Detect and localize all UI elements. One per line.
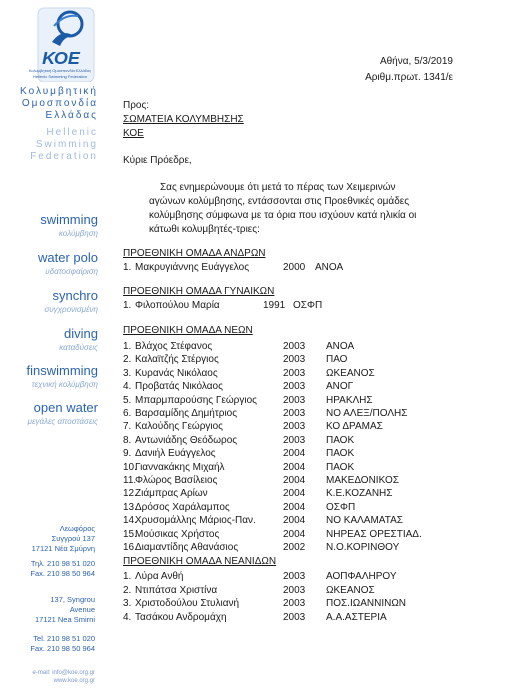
table-row [123, 612, 443, 625]
address-gr-1: Λεωφόρος [59, 524, 95, 533]
birth-year: 2000 [283, 262, 306, 273]
birth-year: 2003 [283, 408, 306, 419]
table-row [123, 300, 423, 313]
club-name: ΑΝΟΓ [326, 381, 354, 393]
row-number: 6. [123, 408, 132, 419]
table-row [123, 448, 443, 461]
protocol-number: Αριθμ.πρωτ. 1341/ε [365, 72, 453, 83]
table-row [123, 262, 423, 275]
table-row [123, 542, 443, 555]
club-name: ΟΣΦΠ [293, 300, 323, 311]
athlete-name: Ντιπάτσα Χριστίνα [135, 584, 218, 596]
body-line-4: κάτωθι κολυμβητές-τριες: [149, 224, 260, 235]
table-row [123, 395, 443, 408]
table-row [123, 571, 443, 584]
birth-year: 2003 [283, 598, 306, 609]
logo-subtitle-en: Hellenic Swimming Federation [32, 74, 88, 79]
club-name: ΠΑΟΚ [326, 461, 355, 473]
row-number: 4. [123, 611, 132, 623]
row-number: 2. [123, 354, 132, 366]
club-name: ΩΚΕΑΝΟΣ [326, 367, 375, 379]
club-name: ΠΑΟ [326, 354, 348, 366]
club-name: ΠΟΣ.ΙΩΑΝΝΙΝΩΝ [326, 598, 407, 609]
birth-year: 2003 [283, 434, 306, 446]
row-number: 13. [123, 501, 137, 513]
discipline-open-water: open water [33, 400, 98, 415]
table-row [123, 462, 443, 475]
row-number: 15. [123, 528, 137, 540]
birth-year: 1991 [263, 300, 286, 311]
club-name: ΑΝΟΑ [326, 341, 355, 352]
discipline-water-polo: water polo [38, 250, 98, 265]
club-name: ΩΚΕΑΝΟΣ [326, 584, 375, 596]
birth-year: 2003 [283, 584, 306, 596]
athlete-name: Προβατάς Νικόλαος [135, 381, 223, 393]
federation-en-2: Swimming [35, 139, 98, 150]
birth-year: 2004 [283, 501, 306, 513]
row-number: 14. [123, 515, 137, 527]
table-row [123, 368, 443, 381]
birth-year: 2003 [283, 381, 306, 393]
phone-gr-1: Τηλ. 210 98 51 020 [30, 559, 95, 568]
federation-gr-2: Ομοσπονδία [21, 98, 98, 109]
athlete-name: Βλάχος Στέφανος [135, 341, 213, 352]
discipline-synchro-gr: συγχρονισμένη [44, 305, 98, 314]
federation-gr-1: Κολυμβητική [20, 86, 98, 97]
contact-email[interactable]: e-mail: info@koe.org.gr [32, 670, 95, 676]
contact-website[interactable]: www.koe.org.gr [53, 678, 95, 684]
recipient-line-2: ΚΟΕ [123, 128, 144, 139]
club-name: Κ.Ε.ΚΟΖΑΝΗΣ [326, 488, 393, 500]
discipline-synchro: synchro [52, 288, 98, 303]
birth-year: 2003 [283, 367, 306, 379]
table-row [123, 585, 443, 598]
row-number: 9. [123, 448, 132, 460]
row-number: 5. [123, 394, 132, 406]
birth-year: 2003 [283, 341, 306, 352]
birth-year: 2003 [283, 354, 306, 366]
club-name: ΑΝΟΑ [315, 262, 344, 273]
discipline-swimming: swimming [40, 212, 98, 227]
table-row [123, 502, 443, 515]
discipline-diving-gr: καταδύσεις [59, 343, 98, 352]
table-row [123, 408, 443, 421]
discipline-finswimming: finswimming [26, 363, 98, 378]
row-number: 10. [123, 461, 137, 473]
table-row [123, 488, 443, 501]
discipline-open-water-gr: μεγάλες αποστάσεις [27, 417, 98, 426]
table-row [123, 354, 443, 367]
recipient-label: Προς: [123, 100, 150, 111]
section-title-women: ΠΡΟΕΘΝΙΚΗ ΟΜΑΔΑ ΓΥΝΑΙΚΩΝ [123, 286, 275, 297]
athlete-name: Τασάκου Ανδρομάχη [135, 611, 227, 623]
section-title-youth-boys: ΠΡΟΕΘΝΙΚΗ ΟΜΑΔΑ ΝΕΩΝ [123, 325, 253, 336]
row-number: 1. [123, 262, 132, 273]
athlete-name: Χριστοδούλου Στυλιανή [135, 598, 240, 609]
club-name: ΝΟ ΚΑΛΑΜΑΤΑΣ [326, 515, 403, 527]
birth-year: 2002 [283, 542, 306, 553]
athlete-name: Λύρα Ανθή [135, 571, 184, 582]
athlete-name: Μακρυγιάννης Ευάγγελος [135, 262, 250, 273]
athlete-name: Διαμαντίδης Αθανάσιος [135, 542, 239, 553]
address-en-1: 137, Syngrou [50, 595, 95, 604]
club-name: ΑΟΠΦΑΛΗΡΟΥ [326, 571, 397, 582]
federation-gr-3: Ελλάδας [45, 110, 98, 121]
row-number: 3. [123, 367, 132, 379]
place-date: Αθήνα, 5/3/2019 [379, 56, 453, 67]
athlete-name: Βαρσαμίδης Δημήτριος [135, 408, 238, 419]
athlete-name: Δανιήλ Ευάγγελος [135, 448, 216, 460]
table-row [123, 421, 443, 434]
address-en-3: 17121 Nea Smirni [34, 615, 95, 624]
birth-year: 2003 [283, 394, 306, 406]
club-name: Ν.Ο.ΚΟΡΙΝΘΟΥ [326, 542, 400, 553]
row-number: 1. [123, 571, 132, 582]
birth-year: 2004 [283, 488, 306, 500]
athlete-name: Δρόσος Χαράλαμπος [135, 501, 230, 513]
phone-en-2: Fax. 210 98 50 964 [30, 644, 95, 653]
row-number: 12. [123, 488, 137, 500]
address-gr-2: Συγγρού 137 [51, 534, 95, 543]
address-gr-3: 17121 Νέα Σμύρνη [31, 544, 95, 553]
row-number: 4. [123, 381, 132, 393]
body-line-3: κολύμβησης σύμφωνα με τα όρια που ισχύουν κατά ηλικία οι [149, 210, 417, 221]
body-line-2: αγώνων κολύμβησης, εντάσσονται στις Προεθνικές ομάδες [149, 196, 410, 207]
greeting: Κύριε Πρόεδρε, [123, 155, 192, 166]
row-number: 1. [123, 341, 132, 352]
athlete-name: Γιανvακάκης Μιχαήλ [135, 461, 225, 473]
table-row [123, 475, 443, 488]
club-name: ΠΑΟΚ [326, 434, 355, 446]
discipline-diving: diving [64, 326, 98, 341]
row-number: 2. [123, 584, 132, 596]
row-number: 1. [123, 300, 132, 311]
athlete-name: Μούσικας Χρήστος [135, 528, 220, 540]
athlete-name: Χρυσομάλλης Μάριος-Παν. [135, 515, 256, 527]
logo-subtitle-gr: Κολυμβητική Ομοσπονδία Ελλάδος [28, 68, 92, 73]
table-row [123, 435, 443, 448]
athlete-name: Φιλοπούλου Μαρία [135, 300, 220, 311]
birth-year: 2003 [283, 571, 306, 582]
club-name: ΝΟ ΑΛΕΞ/ΠΟΛΗΣ [326, 408, 408, 419]
section-title-men: ΠΡΟΕΘΝΙΚΗ ΟΜΑΔΑ ΑΝΔΡΩΝ [123, 248, 266, 259]
address-en-2: Avenue [69, 605, 95, 614]
birth-year: 2003 [283, 611, 306, 623]
logo-brand: ΚΟΕ [42, 48, 80, 68]
club-name: ΗΡΑΚΛΗΣ [326, 394, 373, 406]
birth-year: 2004 [283, 461, 306, 473]
table-row [123, 598, 443, 611]
federation-en-1: Hellenic [46, 127, 98, 138]
table-row [123, 515, 443, 528]
athlete-name: Αντωνιάδης Θεόδωρος [135, 434, 238, 446]
discipline-finswimming-gr: τεχνική κολύμβηση [31, 380, 98, 389]
row-number: 7. [123, 421, 132, 433]
club-name: ΚΟ ΔΡΑΜΑΣ [326, 421, 383, 433]
phone-gr-2: Fax. 210 98 50 964 [30, 569, 95, 578]
birth-year: 2004 [283, 528, 306, 540]
athlete-name: Ζιάμπρας Αρίων [135, 488, 208, 500]
club-name: ΠΑΟΚ [326, 448, 355, 460]
club-name: ΜΑΚΕΔΟΝΙΚΟΣ [326, 475, 399, 486]
club-name: Α.Α.ΑΣΤΕΡΙΑ [326, 611, 387, 623]
row-number: 8. [123, 434, 132, 446]
table-row [123, 341, 443, 354]
club-name: ΝΗΡΕΑΣ ΟΡΕΣΤΙΑΔ. [326, 528, 422, 540]
discipline-swimming-gr: κολύμβηση [58, 229, 98, 238]
birth-year: 2003 [283, 421, 306, 433]
row-number: 11. [123, 475, 137, 486]
birth-year: 2004 [283, 515, 306, 527]
discipline-water-polo-gr: υδατοσφαίριση [45, 267, 98, 276]
athlete-name: Φλώρος Βασίλειος [135, 475, 218, 486]
federation-en-3: Federation [30, 151, 98, 162]
recipient-line-1: ΣΩΜΑΤΕΙΑ ΚΟΛΥΜΒΗΣΗΣ [123, 114, 244, 125]
row-number: 3. [123, 598, 132, 609]
birth-year: 2004 [283, 448, 306, 460]
body-line-1: Σας ενημερώνουμε ότι μετά το πέρας των Χειμερινών [160, 182, 396, 193]
athlete-name: Καλαϊτζής Στέργιος [135, 354, 219, 366]
athlete-name: Καλούδης Γεώργιος [135, 421, 223, 433]
athlete-name: Μπαρμπαρούσης Γεώργιος [135, 394, 257, 406]
phone-en-1: Tel. 210 98 51 020 [33, 634, 95, 643]
athlete-name: Κυρανάς Νικόλαος [135, 367, 218, 379]
row-number: 16. [123, 542, 137, 553]
birth-year: 2004 [283, 475, 306, 486]
club-name: ΟΣΦΠ [326, 501, 356, 513]
section-title-youth-girls: ΠΡΟΕΘΝΙΚΗ ΟΜΑΔΑ ΝΕΑΝΙΔΩΝ [123, 556, 277, 567]
table-row [123, 529, 443, 542]
table-row [123, 381, 443, 394]
